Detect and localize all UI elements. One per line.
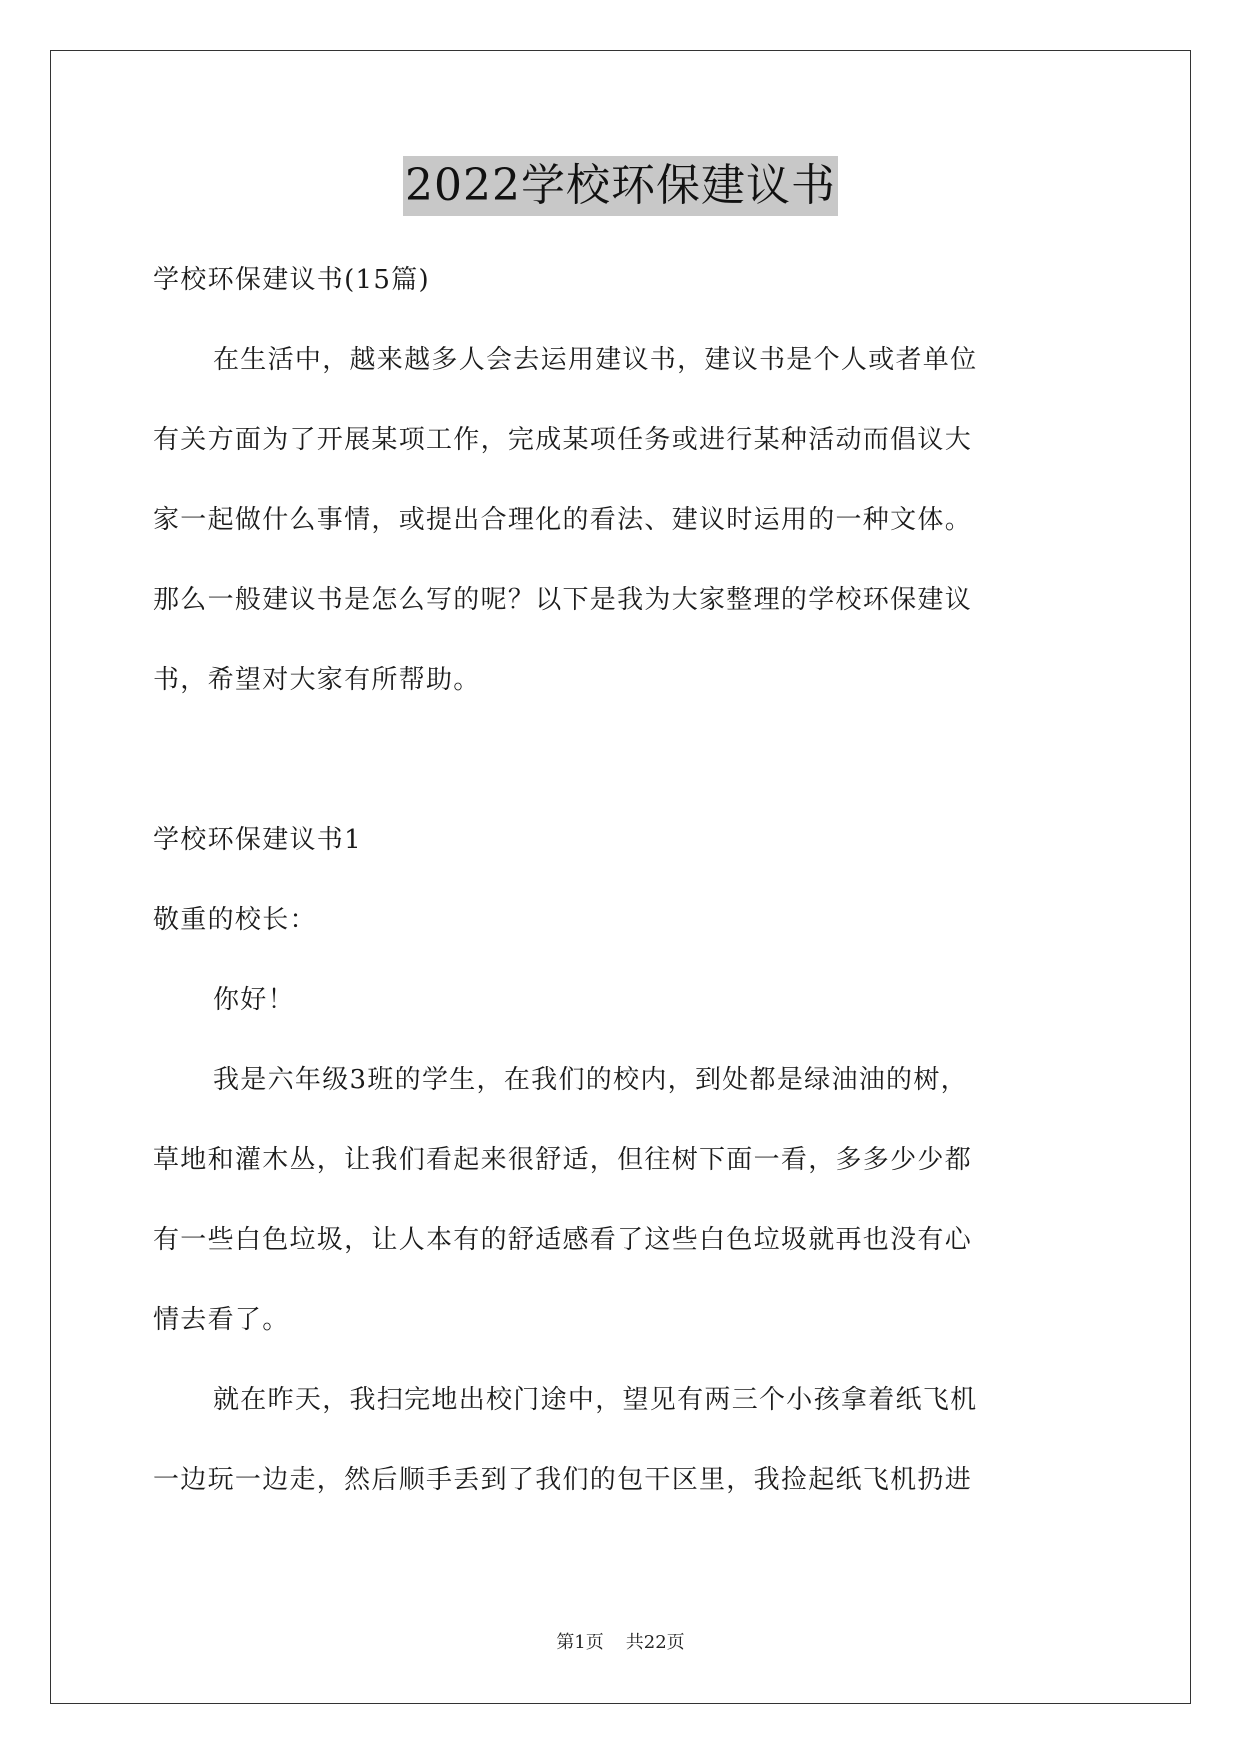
paragraph-line: 情去看了。 xyxy=(153,1305,290,1335)
title-container xyxy=(0,156,1241,216)
paragraph-line: 有关方面为了开展某项工作，完成某项任务或进行某种活动而倡议大 xyxy=(153,425,973,455)
salutation-line: 敬重的校长： xyxy=(153,905,317,935)
page-total: 共22页 xyxy=(625,1632,685,1653)
subtitle-line: 学校环保建议书(15篇) xyxy=(153,265,430,295)
paragraph-line: 家一起做什么事情，或提出合理化的看法、建议时运用的一种文体。 xyxy=(153,505,973,535)
paragraph-line: 草地和灌木丛，让我们看起来很舒适，但往树下面一看，多多少少都 xyxy=(153,1145,973,1175)
paragraph-line: 有一些白色垃圾，让人本有的舒适感看了这些白色垃圾就再也没有心 xyxy=(153,1225,973,1255)
document-title: 2022学校环保建议书 xyxy=(403,156,838,216)
paragraph-line: 一边玩一边走，然后顺手丢到了我们的包干区里，我捡起纸飞机扔进 xyxy=(153,1465,973,1495)
greeting-line: 你好！ xyxy=(213,985,295,1015)
paragraph-line: 书，希望对大家有所帮助。 xyxy=(153,665,481,695)
paragraph-line: 我是六年级3班的学生，在我们的校内，到处都是绿油油的树， xyxy=(213,1065,968,1095)
paragraph-line: 在生活中，越来越多人会去运用建议书，建议书是个人或者单位 xyxy=(213,345,978,375)
blank-line xyxy=(153,720,1093,800)
paragraph-line: 就在昨天，我扫完地出校门途中，望见有两三个小孩拿着纸飞机 xyxy=(213,1385,978,1415)
page-number: 第1页 xyxy=(556,1632,604,1653)
page-footer xyxy=(0,1628,1241,1654)
section-heading: 学校环保建议书1 xyxy=(153,825,362,855)
paragraph-line: 那么一般建议书是怎么写的呢？以下是我为大家整理的学校环保建议 xyxy=(153,585,973,615)
document-body xyxy=(153,240,1093,1520)
